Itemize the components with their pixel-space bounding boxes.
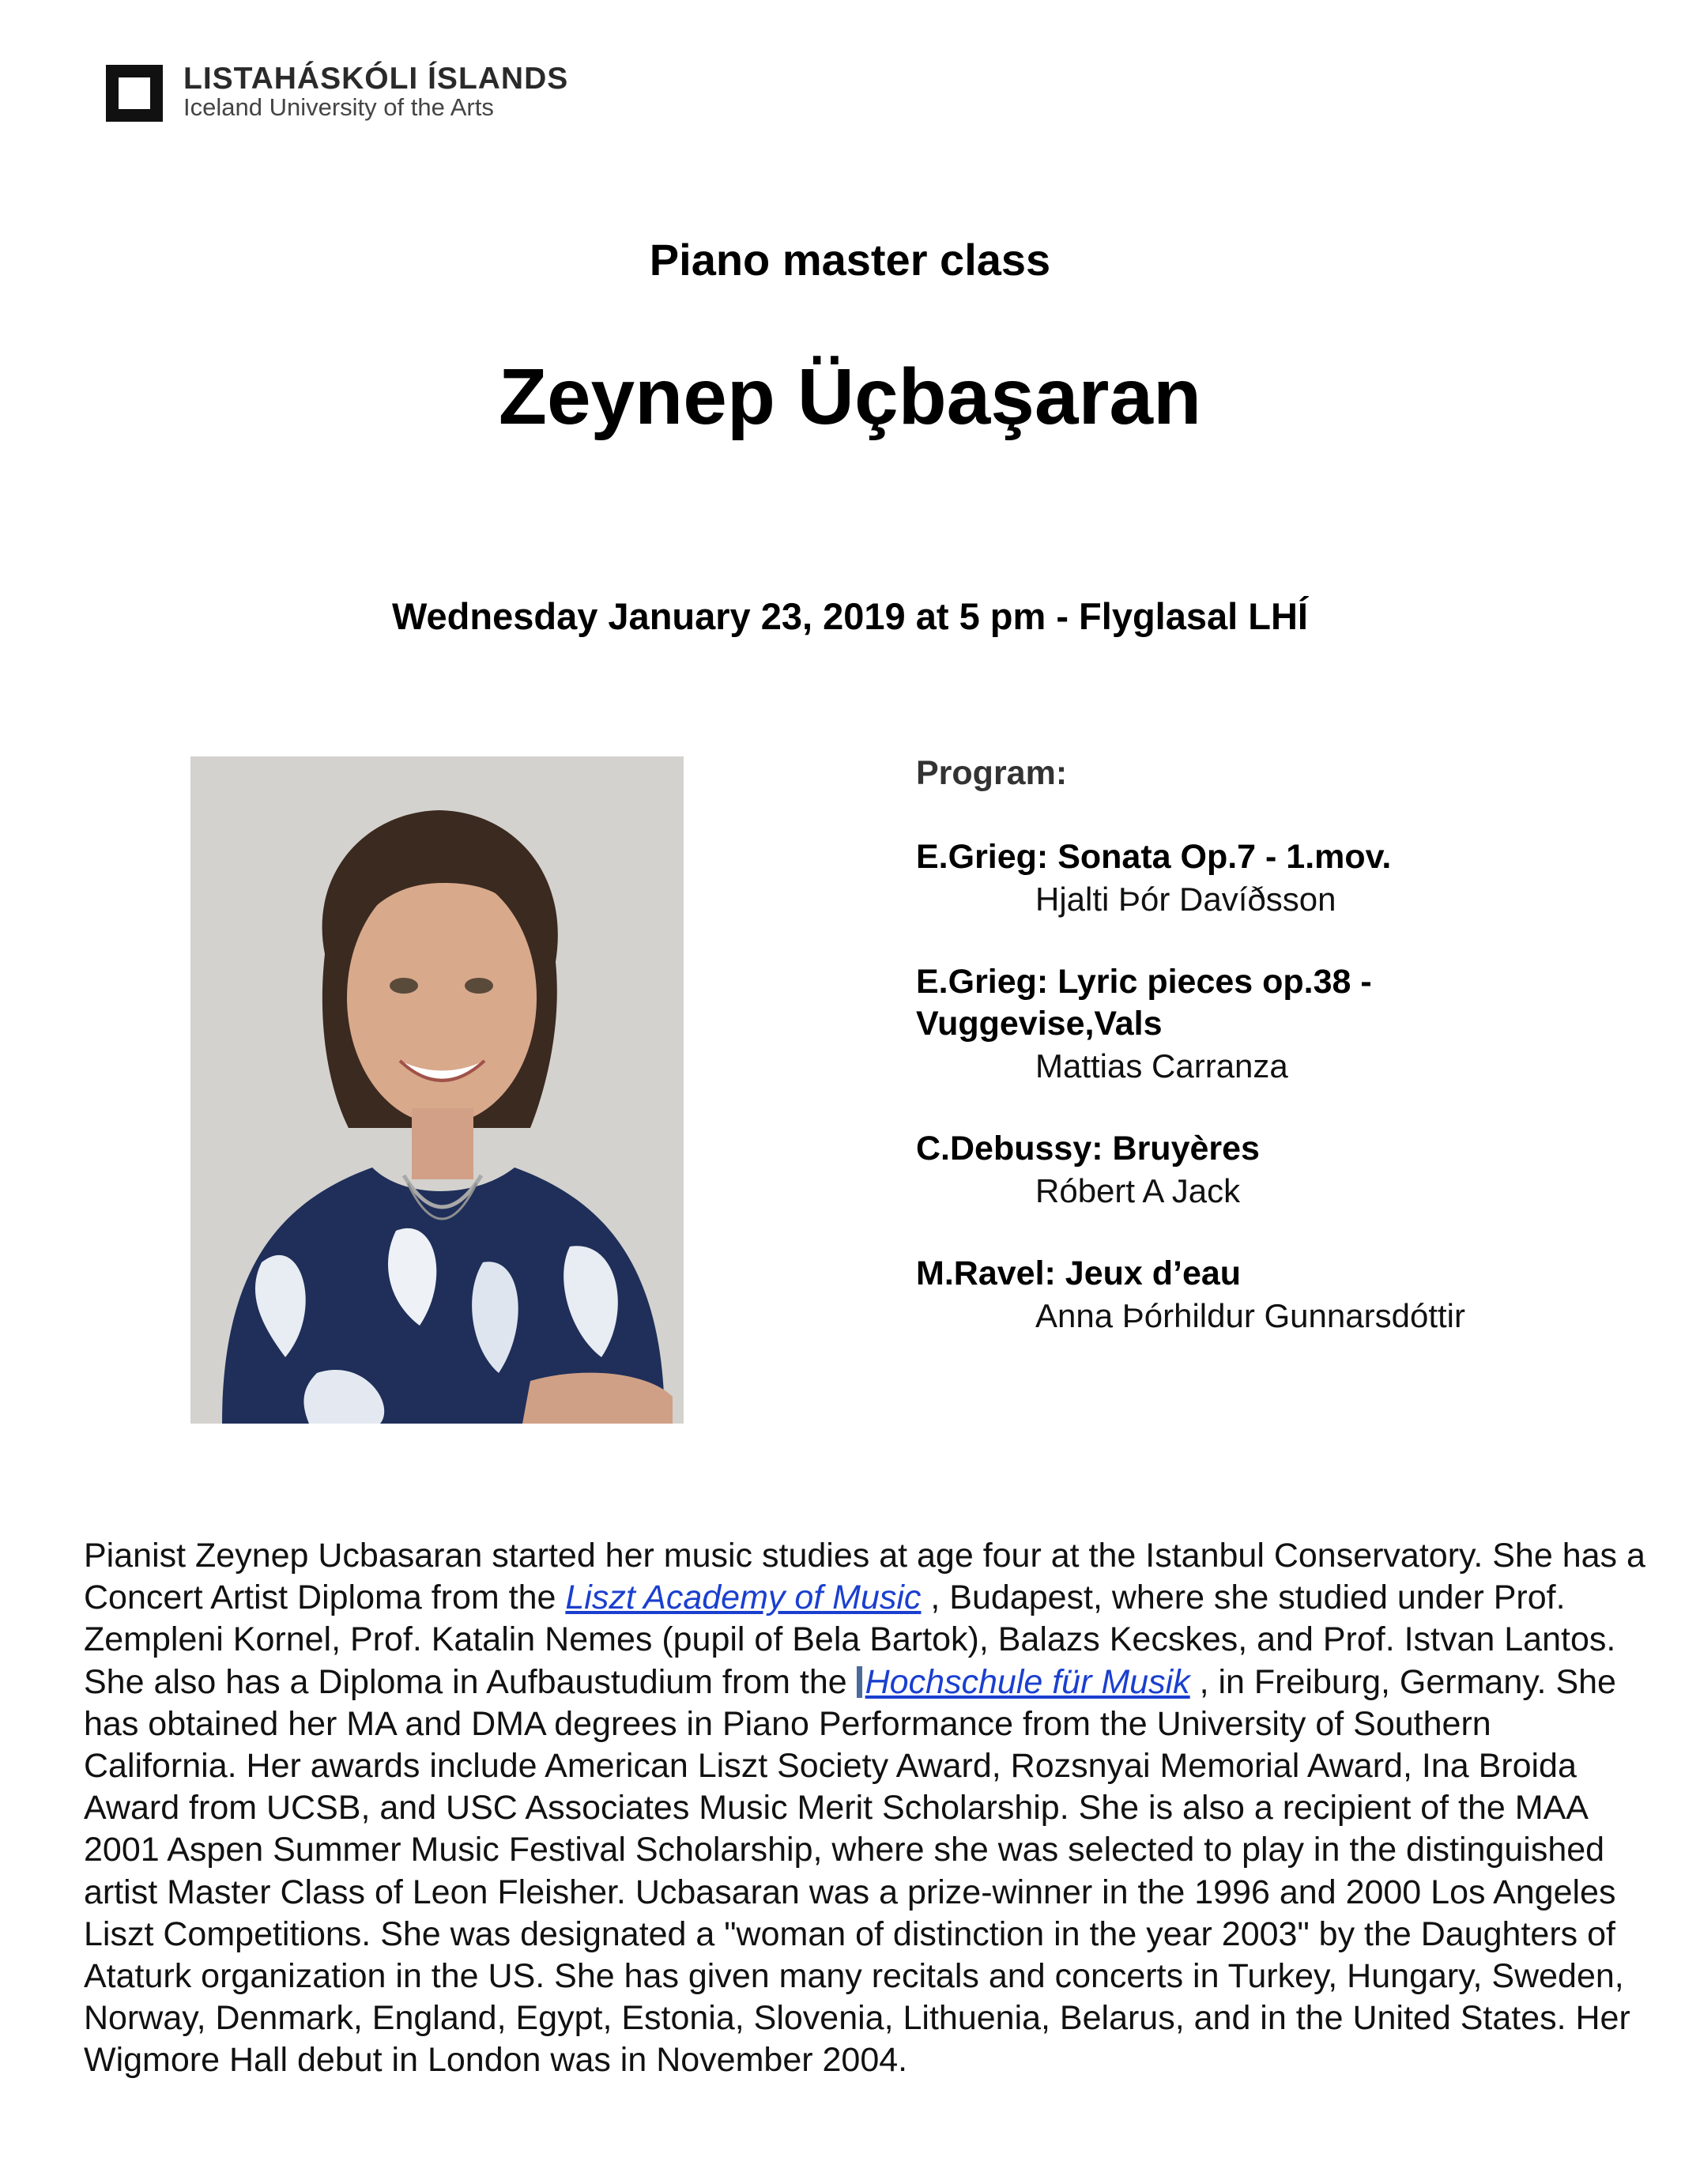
program-list: [916, 751, 1627, 1378]
pianist-photo: [190, 756, 684, 1424]
text-cursor-marker: [857, 1666, 862, 1698]
program-item: [916, 1253, 1627, 1337]
logo-subtitle: Iceland University of the Arts: [183, 93, 494, 121]
piece-title: E.Grieg: Sonata Op.7 - 1.mov.: [916, 838, 1392, 876]
piece-performer: Hjalti Þór Davíðsson: [1035, 881, 1336, 918]
bio-text-2: , Budapest, where she studied under Prof. Zempleni Kornel, Prof. Katalin Nemes (pupil of Bela Bartok), Balazs Kecskes, and Prof. Istvan Lantos. She also has a Diploma in Aufbaustudium from the: [84, 1579, 1616, 1701]
event-subtitle: Piano master class: [649, 235, 1051, 285]
piece-title: C.Debussy: Bruyères: [916, 1130, 1260, 1167]
event-dateline: Wednesday January 23, 2019 at 5 pm - Flyglasal LHÍ: [392, 595, 1308, 637]
program-item: [916, 836, 1627, 920]
hochschule-link[interactable]: Hochschule für Musik: [865, 1662, 1190, 1701]
piece-performer: Mattias Carranza: [1035, 1047, 1288, 1084]
program-heading: Program:: [916, 754, 1068, 792]
piece-performer: Róbert A Jack: [1035, 1172, 1241, 1209]
program-item: [916, 1128, 1627, 1212]
bio-text-1: Pianist Zeynep Ucbasaran started her music studies at age four at the Istanbul Conservatory. She has a Concert Artist Diploma from the: [84, 1537, 1645, 1617]
event-title: Zeynep Üçbaşaran: [498, 353, 1202, 441]
piece-title: E.Grieg: Lyric pieces op.38 - Vuggevise,Vals: [916, 963, 1372, 1043]
liszt-academy-link[interactable]: Liszt Academy of Music: [565, 1579, 922, 1617]
bio-text-3: , in Freiburg, Germany. She has obtained her MA and DMA degrees in Piano Performance from the University of Southern California. Her awards include American Liszt Society Award, Rozsnyai Memorial Award, Ina Broida Award from UCSB, and USC Associates Music Merit Scholarship. She is also a recipient of the MAA 2001 Aspen Summer Music Festival Scholarship, where she was selected to play in the distinguished artist Master Class of Leon Fleisher. Ucbasaran was a prize-winner in the 1996 and 2000 Los Angeles Liszt Competitions. She was designated a "woman of distinction in the year 2003" by the Daughters of Ataturk organization in the US. She has given many recitals and concerts in Turkey, Hungary, Sweden, Norway, Denmark, England, Egypt, Estonia, Slovenia, Lithuenia, Belarus, and in the United States. Her Wigmore Hall debut in London was in November 2004.: [84, 1662, 1630, 2080]
piece-performer: Anna Þórhildur Gunnarsdóttir: [1035, 1297, 1465, 1334]
biography: [84, 1535, 1649, 2082]
logo-title: LISTAHÁSKÓLI ÍSLANDS: [183, 62, 569, 96]
logo-square-icon: [106, 65, 163, 122]
piece-title: M.Ravel: Jeux d’eau: [916, 1254, 1242, 1292]
program-item: [916, 961, 1627, 1087]
